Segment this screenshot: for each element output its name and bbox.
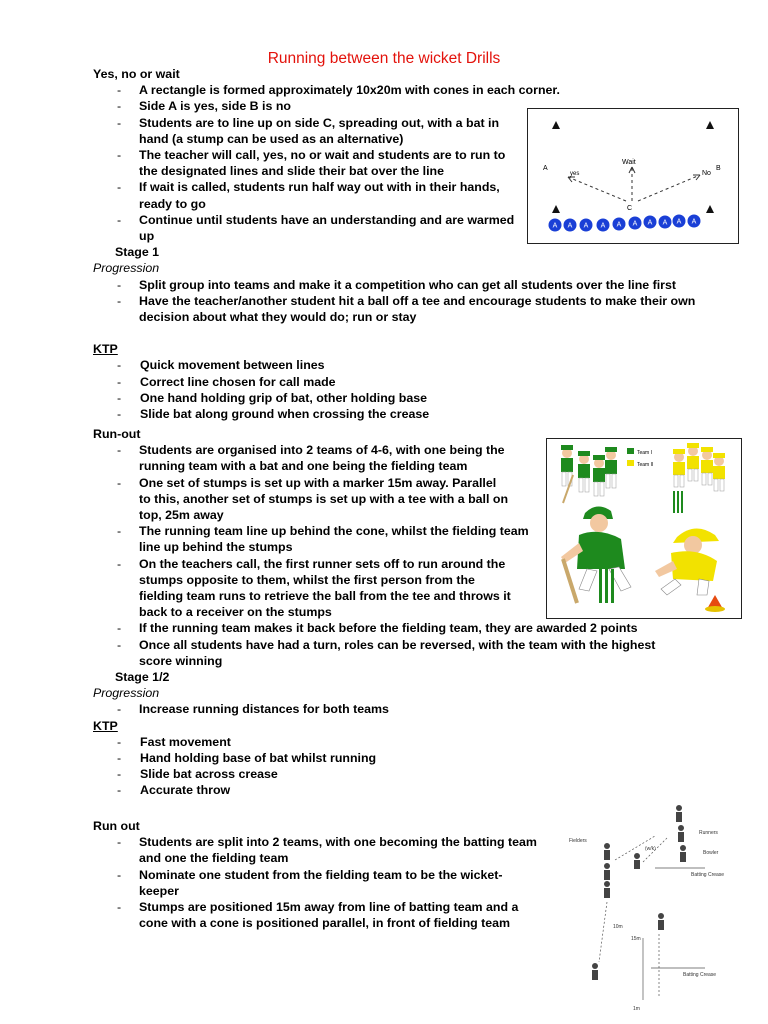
stage-label: Stage 1/2 — [115, 670, 170, 685]
list-item: - Stumps are positioned 15m away from line of batting team and a cone with a cone is positioned parallel, in front of fielding team — [93, 899, 529, 931]
player-figure — [593, 455, 605, 496]
list-item: - Students are to line up on side C, spreading out, with a bat in hand (a stump can be used as an alternative) — [93, 115, 509, 147]
yellow-fielder-figure — [655, 528, 725, 612]
cone-icon — [552, 205, 560, 213]
section-heading: Run out — [93, 819, 140, 833]
list-item: - Students are organised into 2 teams of 4-6, with one being the running team with a bat and one being the fielding team — [93, 442, 509, 474]
green-team-group — [561, 445, 617, 503]
yes-no-wait-diagram — [527, 108, 739, 244]
label-15m: 15m — [631, 936, 641, 942]
player-markers — [549, 215, 701, 232]
label-batting-crease-top: Batting Crease — [691, 872, 725, 878]
field-diagram-svg — [555, 798, 741, 1018]
illustration-svg — [547, 439, 741, 618]
list-item: - The teacher will call, yes, no or wait and students are to run to the designated lines and slide their bat over the line — [93, 147, 509, 179]
teams-illustration — [546, 438, 742, 619]
fielder-column — [604, 843, 610, 898]
cone-icon — [706, 205, 714, 213]
ktp-list — [93, 734, 653, 799]
progression-label: Progression — [93, 686, 160, 701]
team1-swatch — [627, 448, 634, 454]
cone-icon — [552, 121, 560, 129]
list-item: - One set of stumps is set up with a marker 15m away. Parallel to this, another set of stumps is set up with a tee with a ball on top, 25m away — [93, 475, 511, 524]
list-item: - One hand holding grip of bat, other holding base — [93, 390, 533, 406]
cone-icon — [706, 121, 714, 129]
list-item: - Correct line chosen for call made — [93, 374, 533, 390]
list-item: - Nominate one student from the fielding team to be the wicket-keeper — [93, 867, 509, 899]
player-figure — [713, 453, 725, 491]
list-item: - Slide bat along ground when crossing the crease — [93, 406, 533, 422]
progression-label: Progression — [93, 261, 160, 276]
label-bowler: Bowler — [703, 850, 719, 856]
player-marker-letter: A — [632, 220, 638, 228]
player-marker-letter: A — [691, 218, 697, 226]
ktp-label: KTP — [93, 342, 118, 357]
list-item: - Side A is yes, side B is no — [93, 98, 533, 114]
team2-swatch — [627, 460, 634, 466]
list-item: - Increase running distances for both teams — [93, 701, 653, 717]
label-b: B — [716, 165, 721, 172]
stumps-icon — [673, 491, 683, 513]
player-marker-letter: A — [616, 221, 622, 229]
player-marker-letter: A — [567, 222, 573, 230]
green-runner-figure — [561, 506, 631, 603]
list-item: - Hand holding base of bat whilst running — [93, 750, 653, 766]
stage-label: Stage 1 — [115, 245, 160, 260]
label-10m: 10m — [613, 924, 623, 930]
player-marker-letter: A — [676, 218, 682, 226]
label-wait: Wait — [622, 159, 636, 166]
player-figure — [673, 449, 685, 487]
list-item: - If the running team makes it back before the fielding team, they are awarded 2 points — [93, 620, 699, 636]
label-runners: Runners — [699, 830, 718, 836]
list-item: - Quick movement between lines — [93, 357, 533, 373]
ktp-list — [93, 357, 533, 422]
player-marker-letter: A — [647, 219, 653, 227]
section-run-out-2 — [93, 818, 553, 931]
label-wk: (w/k) — [645, 846, 656, 852]
list-item: - Accurate throw — [93, 782, 653, 798]
player-marker-letter: A — [600, 222, 606, 230]
arrows — [568, 167, 700, 201]
label-c: C — [627, 205, 633, 212]
player-marker-letter: A — [552, 222, 558, 230]
list-item: - Split group into teams and make it a competition who can get all students over the line first — [93, 277, 699, 293]
stumps-icon — [599, 569, 614, 603]
wicketkeeper-figure — [634, 853, 640, 869]
section-list — [93, 82, 560, 244]
label-no: No — [702, 170, 711, 177]
legend-team1: Team I — [637, 450, 653, 456]
ktp-label: KTP — [93, 718, 118, 733]
batter-figure — [658, 913, 664, 930]
player-figure — [605, 447, 617, 488]
list-item: - The running team line up behind the cone, whilst the fielding team line up behind the stumps — [93, 523, 534, 555]
section-yes-no-wait — [93, 66, 696, 422]
list-item: - Have the teacher/another student hit a ball off a tee and encourage students to make their own decision about what they would do; run or stay — [93, 293, 699, 325]
player-marker-letter: A — [662, 219, 668, 227]
player-figure — [687, 443, 699, 481]
page-title: Running between the wicket Drills — [267, 50, 501, 67]
label-yes: yes — [570, 171, 580, 177]
section-heading: Run-out — [93, 427, 141, 441]
list-item: - Slide bat across crease — [93, 766, 653, 782]
yellow-team-group — [673, 443, 725, 513]
label-1m: 1m — [633, 1006, 640, 1012]
list-item: - On the teachers call, the first runner sets off to run around the stumps opposite to them, whilst the first person from the fielding team runs to retrieve the ball from the tee and throws it back to a receiver on the stumps — [93, 556, 519, 621]
player-figure — [701, 447, 713, 485]
list-item: - If wait is called, students run half way out with in their hands, ready to go — [93, 179, 509, 211]
legend-team2: Team II — [637, 462, 654, 468]
list-item: - Once all students have had a turn, roles can be reversed, with the team with the highest score winning — [93, 637, 659, 669]
diagram-svg — [528, 109, 738, 243]
fielder-bottom-figure — [592, 963, 598, 980]
list-item: - A rectangle is formed approximately 10x20m with cones in each corner. — [93, 82, 609, 98]
label-a: A — [543, 165, 548, 172]
label-fielders: Fielders — [569, 838, 587, 844]
cone-icons — [552, 121, 714, 213]
progression-list — [93, 701, 653, 717]
label-batting-crease-bottom: Batting Crease — [683, 972, 717, 978]
player-figure — [578, 451, 590, 492]
section-list — [93, 834, 553, 931]
runner-column — [676, 805, 686, 862]
list-item: - Students are split into 2 teams, with one becoming the batting team and one the fielding team — [93, 834, 549, 866]
list-item: - Continue until students have an understanding and are warmed up — [93, 212, 519, 244]
run-out-field-diagram — [555, 798, 741, 1018]
player-marker-letter: A — [583, 222, 589, 230]
section-heading: Yes, no or wait — [93, 67, 180, 81]
list-item: - Fast movement — [93, 734, 653, 750]
progression-list — [93, 277, 696, 326]
